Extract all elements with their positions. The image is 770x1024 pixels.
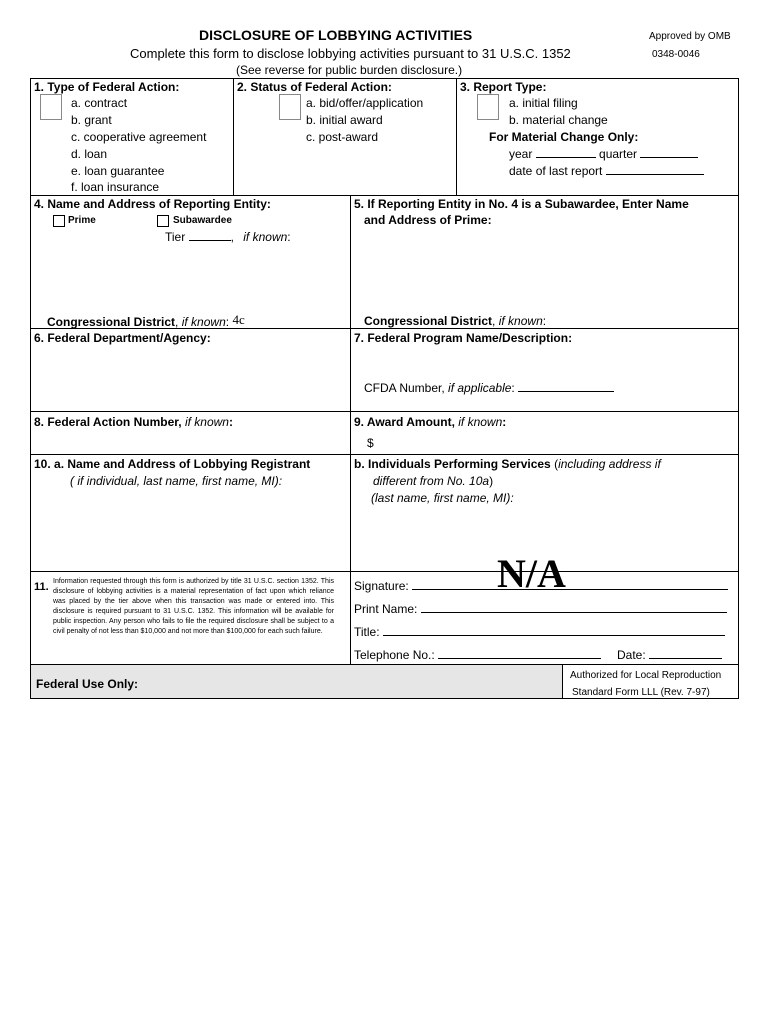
- print-name-label: Print Name:: [354, 602, 418, 616]
- signature-field[interactable]: [412, 589, 728, 590]
- s8-colon: :: [228, 415, 233, 429]
- s9-if-known: if known: [458, 415, 503, 429]
- form-title: DISCLOSURE OF LOBBYING ACTIVITIES: [199, 27, 473, 43]
- tier-colon: :: [287, 230, 291, 244]
- prime-label: Prime: [68, 215, 96, 226]
- s8-if-known: if known: [184, 415, 229, 429]
- status-of-action-box[interactable]: [279, 94, 301, 120]
- s2-option-a: a. bid/offer/application: [306, 96, 424, 110]
- s4-congressional-line: [47, 314, 245, 330]
- s9-line: [354, 415, 506, 429]
- tier-sep: ,: [230, 230, 234, 244]
- na-signature-value: N/A: [497, 551, 566, 596]
- s2-option-c: c. post-award: [306, 130, 379, 144]
- s1-label: 1. Type of Federal Action:: [34, 80, 180, 94]
- year-label: year: [509, 147, 533, 161]
- print-name-field[interactable]: [421, 612, 727, 613]
- s2-option-b: b. initial award: [306, 113, 383, 127]
- s10b-paren-close: ): [489, 474, 494, 488]
- s10b-label: b. Individuals Performing Services: [354, 457, 551, 471]
- tier-line: [165, 230, 291, 244]
- s10b-line2: [373, 474, 493, 488]
- s1-option-f: f. loan insurance: [71, 180, 160, 194]
- authorized-reproduction: Authorized for Local Reproduction: [570, 670, 722, 681]
- s9-label: 9. Award Amount,: [354, 415, 455, 429]
- rule-col-footer: [562, 664, 563, 699]
- s1-option-a: a. contract: [71, 96, 128, 110]
- s4-cong-sep: ,: [175, 315, 179, 329]
- omb-approval-label: Approved by OMB: [649, 31, 731, 42]
- s8-label: 8. Federal Action Number,: [34, 415, 182, 429]
- title-label: Title:: [354, 625, 380, 639]
- rule-col-1-2: [233, 78, 234, 195]
- s4-label: 4. Name and Address of Reporting Entity:: [34, 197, 271, 211]
- s8-line: [34, 415, 233, 429]
- s10b-paren-open: (: [554, 457, 559, 471]
- cfda-line: [364, 381, 614, 395]
- subawardee-label: Subawardee: [173, 215, 232, 226]
- s1-option-d: d. loan: [71, 147, 108, 161]
- s1-option-b: b. grant: [71, 113, 112, 127]
- subawardee-checkbox[interactable]: [157, 215, 169, 227]
- quarter-label: quarter: [599, 147, 638, 161]
- date-field[interactable]: [649, 658, 722, 659]
- report-type-box[interactable]: [477, 94, 499, 120]
- s7-label: 7. Federal Program Name/Description:: [354, 331, 573, 345]
- s10b-line1: [354, 457, 661, 471]
- s4-cong-if-known: if known: [181, 315, 226, 329]
- s5-cong-sep: ,: [492, 314, 496, 328]
- tier-field[interactable]: [189, 240, 231, 241]
- title-line: [354, 625, 725, 639]
- s5-label-line2: and Address of Prime:: [364, 213, 492, 227]
- s4-cong-label: Congressional District: [47, 315, 176, 329]
- date-label: Date:: [617, 648, 646, 662]
- s10b-including: including address if: [558, 457, 661, 471]
- tier-if-known: if known: [243, 230, 288, 244]
- cfda-colon: :: [511, 381, 515, 395]
- s11-number: 11.: [34, 581, 49, 593]
- s6-label: 6. Federal Department/Agency:: [34, 331, 211, 345]
- tier-label: Tier: [165, 230, 186, 244]
- prime-checkbox[interactable]: [53, 215, 65, 227]
- print-name-line: [354, 602, 727, 616]
- s1-option-c: c. cooperative agreement: [71, 130, 207, 144]
- telephone-line: [354, 648, 601, 662]
- s2-label: 2. Status of Federal Action:: [237, 80, 392, 94]
- rule-row5: [30, 571, 739, 572]
- federal-use-label: Federal Use Only:: [36, 677, 139, 691]
- rule-col-center: [350, 195, 351, 664]
- year-quarter-line: [509, 147, 698, 161]
- s3-option-b: b. material change: [509, 113, 608, 127]
- rule-row1: [30, 195, 739, 196]
- s10b-different: different from No. 10a: [373, 474, 490, 488]
- s5-label-line1: 5. If Reporting Entity in No. 4 is a Subawardee, Enter Name: [354, 197, 689, 211]
- cfda-number-field[interactable]: [518, 391, 614, 392]
- s11-legal-text: Information requested through this form is authorized by title 31 U.S.C. section 1352. This disclosure of lobbying activities is a material representation of fact upon which reliance was placed by the tier above when this transaction was made or entered into. This disclosure is required pursuant to 31 U.S.C. 1352. This information will be available for public inspection. Any person who fails to file the required disclosure shall be subject to a civil penalty of not less than $10,000 and not more than $100,000 for each such failure.: [53, 578, 334, 635]
- standard-form-number: Standard Form LLL (Rev. 7-97): [572, 687, 710, 698]
- date-last-report-line: [509, 164, 704, 178]
- s5-cong-colon: :: [542, 314, 547, 328]
- award-amount-dollar: $: [367, 436, 374, 450]
- date-last-report-label: date of last report: [509, 164, 603, 178]
- signature-label: Signature:: [354, 579, 409, 593]
- cfda-if-applicable: if applicable: [448, 381, 512, 395]
- rule-row4: [30, 454, 739, 455]
- s1-option-e: e. loan guarantee: [71, 164, 165, 178]
- date-last-report-field[interactable]: [606, 174, 704, 175]
- omb-number: 0348-0046: [652, 49, 700, 60]
- s5-cong-label: Congressional District: [364, 314, 493, 328]
- congressional-district-value[interactable]: 4c: [232, 312, 245, 327]
- rule-row3: [30, 411, 739, 412]
- material-change-label: For Material Change Only:: [489, 130, 639, 144]
- rule-col-2-3: [456, 78, 457, 195]
- year-field[interactable]: [536, 157, 596, 158]
- s3-label: 3. Report Type:: [460, 80, 547, 94]
- quarter-field[interactable]: [640, 157, 698, 158]
- form-subtitle: Complete this form to disclose lobbying activities pursuant to 31 U.S.C. 1352: [130, 46, 571, 61]
- cfda-label: CFDA Number,: [364, 381, 445, 395]
- s10a-sublabel: ( if individual, last name, first name, MI):: [70, 474, 283, 488]
- type-of-action-box[interactable]: [40, 94, 62, 120]
- burden-note: (See reverse for public burden disclosure.): [236, 63, 463, 77]
- date-line: [617, 648, 722, 662]
- s10a-label: 10. a. Name and Address of Lobbying Registrant: [34, 457, 311, 471]
- s9-colon: :: [502, 415, 507, 429]
- telephone-field[interactable]: [438, 658, 601, 659]
- s10b-lastname: (last name, first name, MI):: [371, 491, 514, 505]
- title-field[interactable]: [383, 635, 725, 636]
- s4-cong-colon: :: [225, 315, 230, 329]
- telephone-label: Telephone No.:: [354, 648, 435, 662]
- s3-option-a: a. initial filing: [509, 96, 578, 110]
- s5-cong-if-known: if known: [498, 314, 543, 328]
- s5-congressional-line: [364, 314, 546, 328]
